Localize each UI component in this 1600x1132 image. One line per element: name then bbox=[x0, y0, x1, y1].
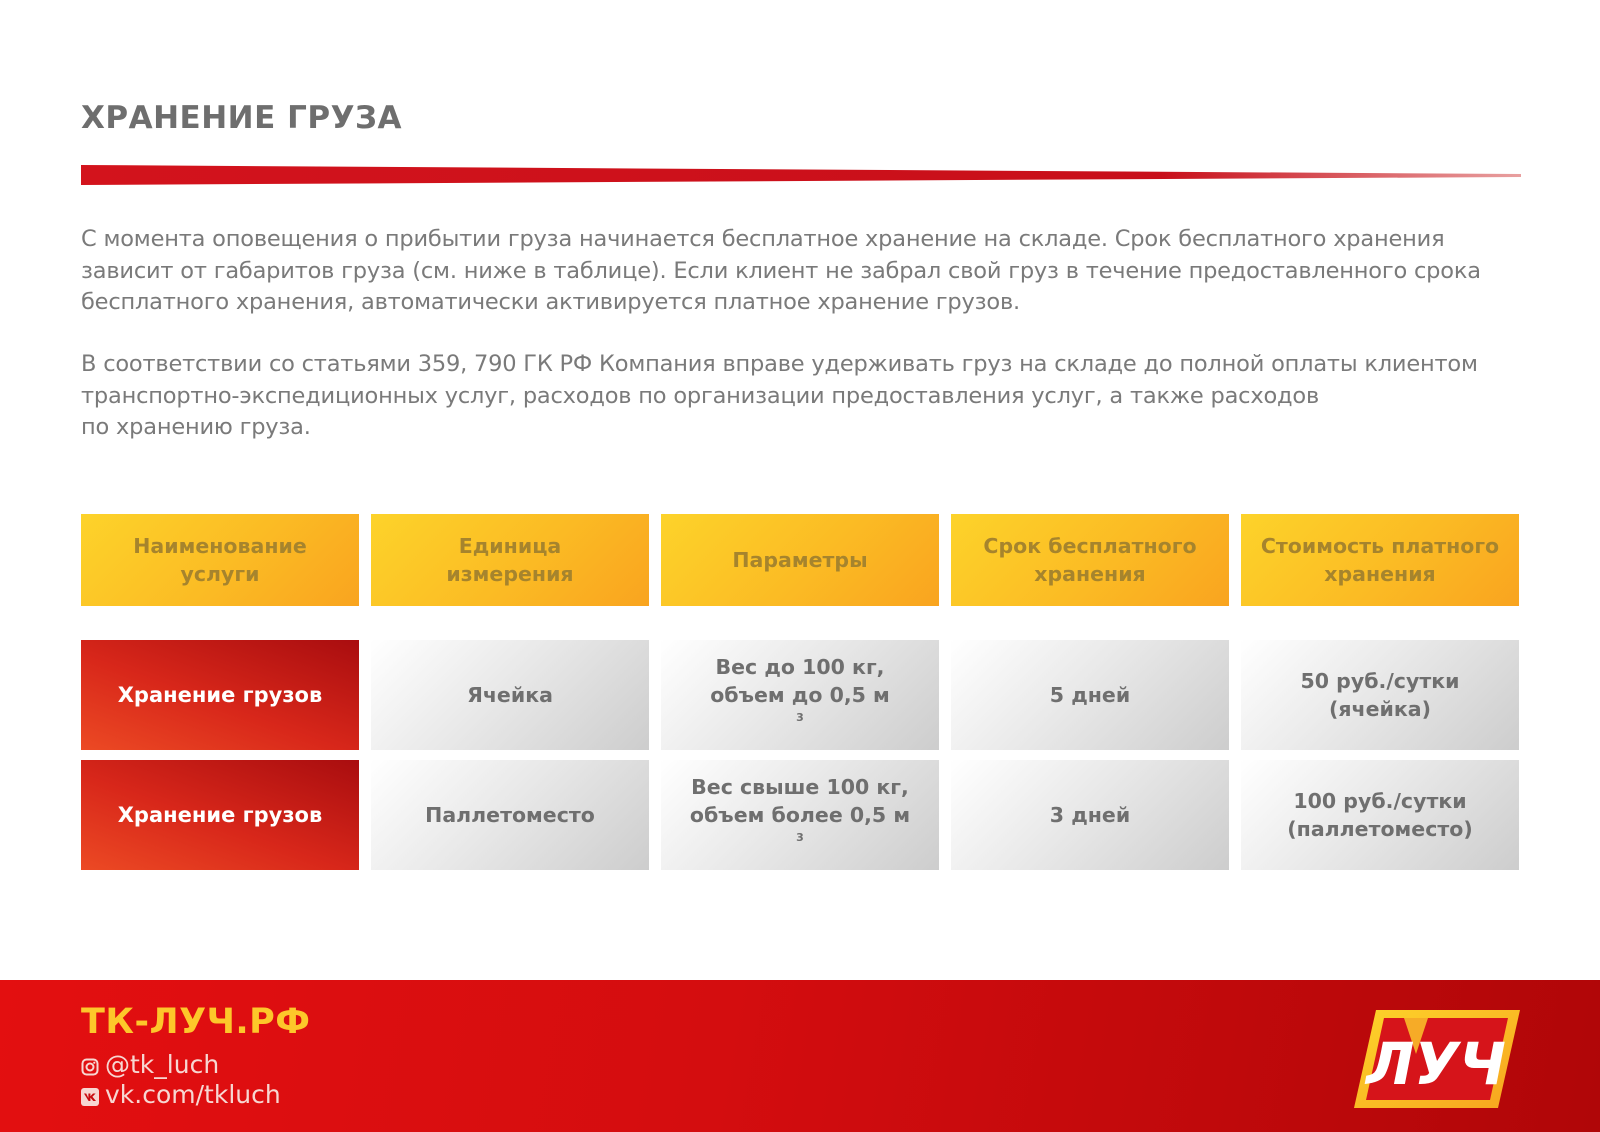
vk-icon bbox=[81, 1088, 99, 1106]
vk-link[interactable] bbox=[81, 1080, 281, 1109]
title-divider bbox=[81, 165, 1521, 185]
intro-paragraph-1: С момента оповещения о прибытии груза начинается бесплатное хранение на складе. Срок бесплатного хранения зависит от габаритов груза (см. ниже в таблице). Если клиент не забрал свой груз в течение предоставленного срока бесплатного хранения, автоматически активируется платное хранение грузов. bbox=[81, 226, 1481, 315]
table-row-2-free-term: 3 дней bbox=[951, 760, 1229, 870]
table-row-1-parameters: Вес до 100 кг, объем до 0,5 м $^3$ bbox=[661, 640, 939, 750]
page-title: ХРАНЕНИЕ ГРУЗА bbox=[81, 100, 402, 136]
table-header-service: Наименование услуги bbox=[81, 514, 359, 606]
table-row-1-unit: Ячейка bbox=[371, 640, 649, 750]
table-row-1-service: Хранение грузов bbox=[81, 640, 359, 750]
table-row-2-cost: 100 руб./сутки (паллетоместо) bbox=[1241, 760, 1519, 870]
instagram-icon bbox=[81, 1058, 99, 1076]
vk-url: vk.com/tkluch bbox=[105, 1080, 281, 1109]
table-header-paid-cost: Стоимость платного хранения bbox=[1241, 514, 1519, 606]
table-row-1-cost: 50 руб./сутки (ячейка) bbox=[1241, 640, 1519, 750]
intro-paragraph-2: В соответствии со статьями 359, 790 ГК РФ Компания вправе удерживать груз на складе до полной оплаты клиентом транспортно-экспедиционных услуг, расходов по организации предоставления услуг, а также расходов по хранению груза. bbox=[81, 351, 1478, 440]
instagram-link[interactable] bbox=[81, 1050, 219, 1079]
table-header-parameters: Параметры bbox=[661, 514, 939, 606]
table-header-free-term: Срок бесплатного хранения bbox=[951, 514, 1229, 606]
table-row-2-parameters: Вес свыше 100 кг, объем более 0,5 м $^3$ bbox=[661, 760, 939, 870]
table-row-2-service: Хранение грузов bbox=[81, 760, 359, 870]
logo-text: ЛУЧ bbox=[1366, 1030, 1506, 1098]
instagram-handle: @tk_luch bbox=[105, 1050, 220, 1079]
table-row-1-free-term: 5 дней bbox=[951, 640, 1229, 750]
luch-logo bbox=[1354, 1006, 1520, 1112]
table-row-2-unit: Паллетоместо bbox=[371, 760, 649, 870]
website-link[interactable]: ТК-ЛУЧ.РФ bbox=[81, 1002, 311, 1042]
table-header-unit: Единица измерения bbox=[371, 514, 649, 606]
